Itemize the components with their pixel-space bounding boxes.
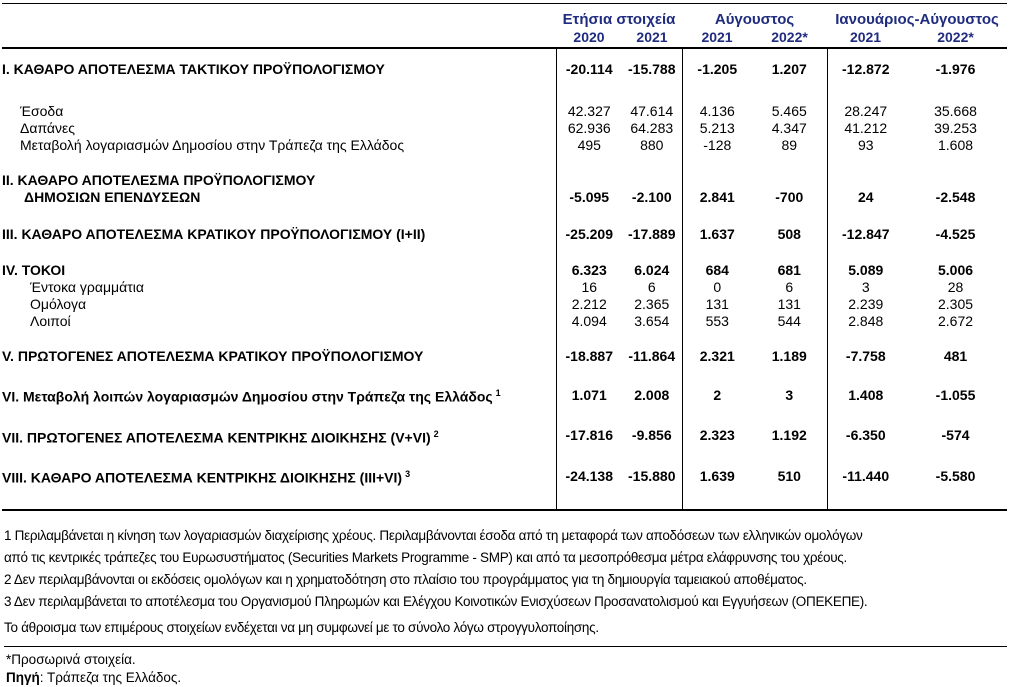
value-cell: 2.212 [556,296,622,313]
year-header: 2021 [622,29,682,48]
value-cell: -574 [941,427,970,444]
column-group-january-august: Ιανουάριος-Αύγουστος [827,4,1007,30]
year-header: 2022* [752,29,827,48]
value-cell: -128 [682,137,752,154]
value-cell: 35.668 [934,103,977,119]
value-cell: 5.465 [771,103,807,119]
row-label [2,154,556,172]
row-label: ΔΗΜΟΣΙΩΝ ΕΠΕΝΔΥΣΕΩΝ [24,189,201,205]
value-cell: 6 [647,279,656,295]
value-cell: 3 [827,279,904,296]
value-cell: -9.856 [631,427,672,444]
row-label: Δαπάνες [20,120,75,136]
spacer-row [2,446,1007,466]
value-cell: -12.872 [827,61,904,78]
table-row [2,313,1007,330]
header-spacer-cell [2,29,556,48]
value-cell [752,154,827,172]
table-row [2,61,1007,78]
value-cell: 2.841 [682,189,752,206]
value-cell [682,172,752,189]
value-cell [752,206,827,226]
value-cell [682,487,752,510]
table-row [2,172,1007,189]
value-cell [682,78,752,103]
row-label [2,78,556,103]
value-cell [556,154,622,172]
value-cell [556,78,622,103]
value-cell: 93 [827,137,904,154]
value-cell: -11.440 [827,466,904,487]
value-cell [622,330,682,348]
value-cell: -1.055 [935,386,976,403]
value-cell: 880 [640,137,664,153]
value-cell [752,330,827,348]
spacer-row [2,365,1007,385]
source-line [4,669,1007,687]
value-cell: 2.365 [634,296,670,312]
row-label: Ομόλογα [30,296,87,312]
footnote-ref: 2 [433,428,439,439]
year-header: 2020 [556,29,622,48]
row-label [2,48,556,61]
value-cell: -24.138 [556,466,622,487]
value-cell [752,446,827,466]
year-header: 2021 [682,29,752,48]
value-cell [752,487,827,510]
row-label: II. ΚΑΘΑΡΟ ΑΠΟΤΕΛΕΣΜΑ ΠΡΟΫΠΟΛΟΓΙΣΜΟΥ [2,172,316,188]
row-label: III. ΚΑΘΑΡΟ ΑΠΟΤΕΛΕΣΜΑ ΚΡΑΤΙΚΟΥ ΠΡΟΫΠΟΛΟΓΙΣΜΟΥ (I+II) [2,226,426,242]
spacer-row [2,487,1007,510]
value-cell: -1.205 [682,61,752,78]
value-cell: 6 [785,279,794,295]
value-cell: 1.639 [682,466,752,487]
table-row [2,466,1007,487]
value-cell: 508 [777,226,801,242]
value-cell [904,206,1007,226]
value-cell: -6.350 [827,426,904,447]
value-cell [752,243,827,262]
table-row [2,103,1007,120]
table-body [2,48,1007,510]
value-cell: 5.089 [827,262,904,279]
value-cell: 2.848 [827,313,904,330]
row-label [2,406,556,426]
spacer-row [2,206,1007,226]
table-row [2,120,1007,137]
value-cell [904,154,1007,172]
value-cell [622,48,682,61]
value-cell: 42.327 [556,103,622,120]
spacer-row [2,330,1007,348]
table-row [2,262,1007,279]
value-cell [827,330,904,348]
value-cell: 1.207 [771,61,807,77]
value-cell: -1.976 [935,61,976,77]
value-cell [904,78,1007,103]
value-cell: -11.864 [628,348,676,364]
value-cell: 495 [556,137,622,154]
value-cell: 1.408 [827,385,904,406]
value-cell [556,446,622,466]
table-row [2,226,1007,243]
value-cell: 1.608 [937,137,974,153]
source-text: : Τράπεζα της Ελλάδος. [39,669,182,685]
value-cell [682,406,752,426]
table-row [2,296,1007,313]
value-cell: 2 [682,385,752,406]
table-row [2,137,1007,154]
value-cell: 64.283 [630,120,674,136]
value-cell: 6.024 [634,262,670,278]
rounding-note: Το άθροισμα των επιμέρους στοιχείων ενδέχεται να μη συμφωνεί με το σύνολο λόγω στρογγυλοποίησης. [4,619,599,635]
value-cell: 4.136 [682,103,752,120]
value-cell [556,365,622,385]
budget-table-document [0,3,1009,687]
value-cell [682,48,752,61]
row-label [2,446,556,466]
footer-divider [4,646,1007,647]
value-cell [622,487,682,510]
value-cell [622,206,682,226]
value-cell: 5.213 [682,120,752,137]
column-group-row [2,4,1007,30]
row-label [2,206,556,226]
value-cell [622,78,682,103]
value-cell [904,243,1007,262]
table-row [2,279,1007,296]
value-cell [682,330,752,348]
value-cell [827,365,904,385]
value-cell: 39.253 [934,120,977,136]
value-cell [622,243,682,262]
value-cell: -18.887 [556,348,622,365]
header-spacer-cell [2,4,556,30]
row-label: Λοιποί [30,313,71,329]
value-cell: -25.209 [556,226,622,243]
value-cell: -2.548 [935,189,976,205]
value-cell [556,172,622,189]
footnote-line: 1 Περιλαμβάνεται η κίνηση των λογαριασμών διαχείρισης χρέους. Περιλαμβάνονται έσοδα από τη μεταφορά των αποδόσεων των ελληνικών ομολόγων [4,527,863,543]
row-label: I. ΚΑΘΑΡΟ ΑΠΟΤΕΛΕΣΜΑ ΤΑΚΤΙΚΟΥ ΠΡΟΫΠΟΛΟΓΙΣΜΟΥ [2,61,385,77]
value-cell: 3.654 [634,313,670,329]
value-cell [556,406,622,426]
value-cell: -17.816 [556,426,622,447]
value-cell [556,330,622,348]
footnote-ref: 1 [495,388,501,398]
row-label: V. ΠΡΩΤΟΓΕΝΕΣ ΑΠΟΤΕΛΕΣΜΑ ΚΡΑΤΙΚΟΥ ΠΡΟΫΠΟΛΟΓΙΣΜΟΥ [2,348,424,364]
value-cell: 41.212 [827,120,904,137]
value-cell [827,154,904,172]
source-label: Πηγή [6,669,40,685]
value-cell [752,406,827,426]
year-header: 2021 [827,29,904,48]
value-cell: 510 [777,468,801,485]
value-cell: -7.758 [827,348,904,365]
value-cell [622,365,682,385]
value-cell [752,48,827,61]
year-header-row [2,29,1007,48]
row-label: Έντοκα γραμμάτια [30,279,144,295]
row-label: Μεταβολή λογαριασμών Δημοσίου στην Τράπεζα της Ελλάδος [20,137,405,153]
value-cell [904,330,1007,348]
value-cell: -5.580 [935,468,976,485]
value-cell: 1.637 [682,226,752,243]
value-cell [827,243,904,262]
spacer-row [2,406,1007,426]
value-cell: -17.889 [628,226,676,242]
value-cell: -4.525 [935,226,976,242]
value-cell [827,172,904,189]
value-cell: 47.614 [630,103,674,119]
year-header: 2022* [904,29,1007,48]
value-cell: -5.095 [556,189,622,206]
table-row [2,189,1007,206]
row-label [2,365,556,385]
value-cell [682,446,752,466]
value-cell: 684 [682,262,752,279]
value-cell: 681 [777,262,801,278]
row-label: Έσοδα [20,103,64,119]
value-cell: 2.323 [682,426,752,447]
column-group-august: Αύγουστος [682,4,827,30]
value-cell [752,365,827,385]
footnote-line: 3 Δεν περιλαμβάνεται το αποτέλεσμα του Οργανισμού Πληρωμών και Ελέγχου Κοινοτικών Ενισχύσεων Προσανατολισμού και Εγγυήσεων (ΟΠΕΚΕΠΕ). [4,593,868,609]
value-cell [556,206,622,226]
table-row [2,348,1007,365]
value-cell: 2.239 [827,296,904,313]
value-cell: -15.788 [628,61,676,77]
value-cell: 553 [682,313,752,330]
value-cell [752,172,827,189]
table-row [2,385,1007,406]
value-cell [752,78,827,103]
value-cell [904,446,1007,466]
value-cell [827,48,904,61]
table-header [2,4,1007,49]
value-cell: -20.114 [556,61,622,78]
value-cell [622,172,682,189]
value-cell: 2.672 [937,313,974,329]
spacer-row [2,243,1007,262]
value-cell [556,487,622,510]
value-cell: 1.192 [771,427,807,444]
spacer-row [2,78,1007,103]
row-label: VII. ΠΡΩΤΟΓΕΝΕΣ ΑΠΟΤΕΛΕΣΜΑ ΚΕΝΤΡΙΚΗΣ ΔΙΟΙΚΗΣΗΣ (V+VI) $^2$ [2,428,439,446]
value-cell: 16 [556,279,622,296]
value-cell [827,487,904,510]
value-cell: 131 [682,296,752,313]
row-label [2,243,556,262]
value-cell [827,446,904,466]
value-cell [682,154,752,172]
spacer-row [2,48,1007,61]
value-cell [904,365,1007,385]
column-group-annual: Ετήσια στοιχεία [556,4,682,30]
row-label [2,330,556,348]
value-cell: 4.347 [771,120,807,136]
value-cell: 89 [781,137,798,153]
value-cell: 6.323 [556,262,622,279]
value-cell: -2.100 [631,189,672,205]
value-cell: 1.189 [771,348,807,364]
footnote-lines [4,525,1007,613]
footnote-line: από τις κεντρικές τράπεζες του Ευρωσυστήματος (Securities Markets Programme - SMP) και από τα μεσοπρόθεσμα μέτρα ελάφρυνσης του χρέους. [4,549,847,565]
value-cell: 2.305 [937,296,974,312]
value-cell [622,406,682,426]
value-cell: 131 [777,296,801,312]
value-cell [622,154,682,172]
row-label: VI. Μεταβολή λοιπών λογαριασμών Δημοσίου στην Τράπεζα της Ελλάδος $^1$ [2,388,501,405]
value-cell [904,406,1007,426]
value-cell: -15.880 [628,468,676,485]
value-cell [904,48,1007,61]
table-row [2,426,1007,447]
value-cell [827,206,904,226]
value-cell: 5.006 [937,262,974,278]
value-cell: -700 [775,189,804,205]
value-cell: 28.247 [827,103,904,120]
value-cell: 62.936 [556,120,622,137]
value-cell: 481 [943,348,968,364]
value-cell [556,243,622,262]
value-cell [682,365,752,385]
value-cell: 28 [947,279,964,295]
value-cell [827,78,904,103]
value-cell [556,48,622,61]
value-cell: 1.071 [556,385,622,406]
value-cell [904,172,1007,189]
value-cell: 2.321 [682,348,752,365]
value-cell [682,243,752,262]
value-cell [622,446,682,466]
value-cell [904,487,1007,510]
value-cell: -12.847 [827,226,904,243]
spacer-row [2,154,1007,172]
row-label: IV. ΤΟΚΟΙ [2,262,66,278]
footnote-line: 2 Δεν περιλαμβάνονται οι εκδόσεις ομολόγων και η χρηματοδότηση στο πλαίσιο του προγράμματος για τη δημιουργία ταμειακού αποθέματος. [4,571,807,587]
value-cell: 544 [777,313,801,329]
value-cell [682,206,752,226]
row-label [2,487,556,510]
value-cell: 4.094 [556,313,622,330]
footnotes-block [2,525,1007,687]
value-cell: 24 [827,189,904,206]
value-cell: 0 [682,279,752,296]
state-budget-table [2,3,1007,511]
value-cell [827,406,904,426]
footnote-ref: 3 [405,469,411,480]
value-cell: 3 [785,386,794,403]
value-cell: 2.008 [634,386,670,403]
provisional-note: *Προσωρινά στοιχεία. [6,651,136,667]
row-label: VIII. ΚΑΘΑΡΟ ΑΠΟΤΕΛΕΣΜΑ ΚΕΝΤΡΙΚΗΣ ΔΙΟΙΚΗΣΗΣ (III+VI) $^3$ [2,469,411,486]
